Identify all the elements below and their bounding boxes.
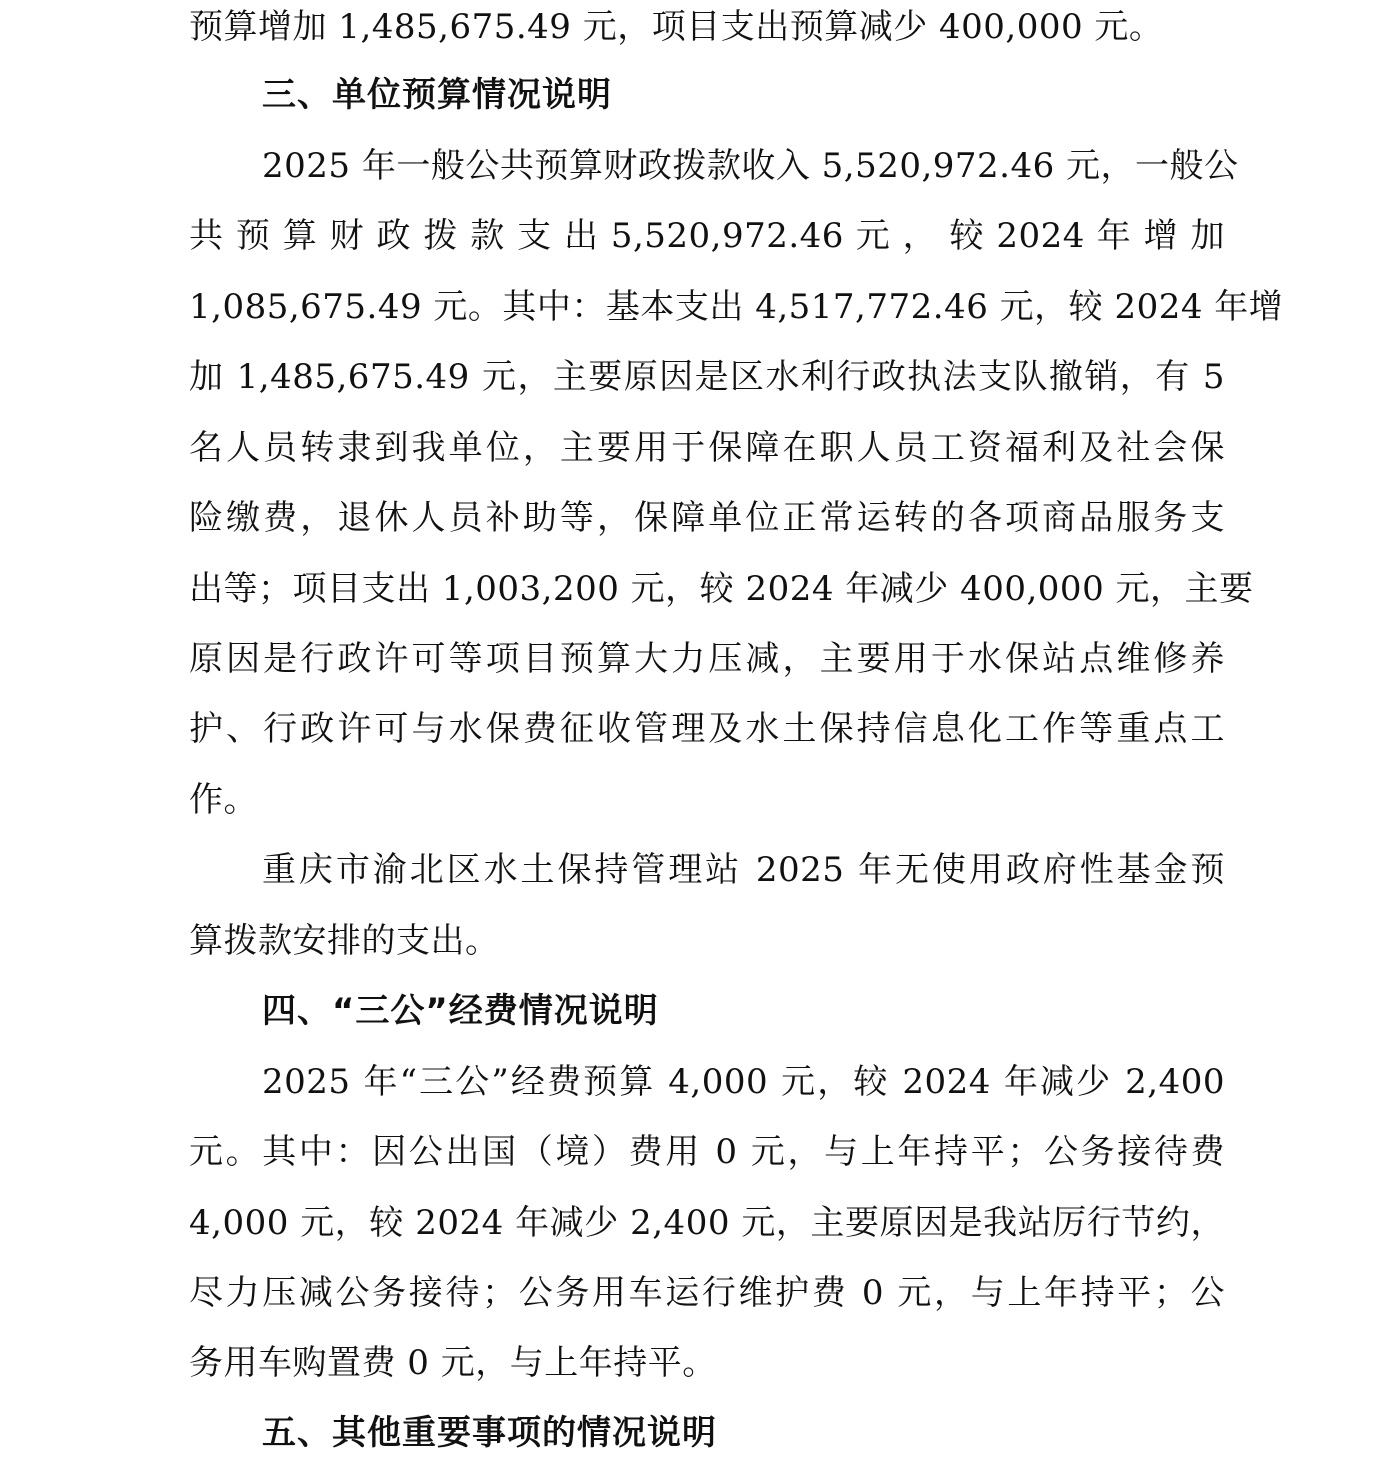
body-line: 尽力压减公务接待；公务用车运行维护费 0 元，与上年持平；公 [189,1273,1225,1313]
body-line: 共 预 算 财 政 拨 款 支 出 5,520,972.46 元 ， 较 2024 年 增 加 [189,216,1225,256]
body-line: 险缴费，退休人员补助等，保障单位正常运转的各项商品服务支 [189,498,1225,538]
body-line: 作。 [189,780,258,820]
body-line: 名人员转隶到我单位，主要用于保障在职人员工资福利及社会保 [189,428,1225,468]
section-heading-three-public-expenses: 四、“三公”经费情况说明 [262,991,659,1031]
body-line: 1,085,675.49 元。其中：基本支出 4,517,772.46 元，较 2024 年增 [189,287,1284,327]
body-line: 加 1,485,675.49 元，主要原因是区水利行政执法支队撤销，有 5 [189,357,1225,397]
section-heading-other-matters: 五、其他重要事项的情况说明 [262,1413,717,1453]
section-heading-unit-budget: 三、单位预算情况说明 [262,75,612,115]
body-line: 出等；项目支出 1,003,200 元，较 2024 年减少 400,000 元，主要 [189,569,1254,609]
body-line: 2025 年“三公”经费预算 4,000 元，较 2024 年减少 2,400 [262,1062,1225,1102]
body-line: 4,000 元，较 2024 年减少 2,400 元，主要原因是我站厉行节约， [189,1203,1225,1243]
body-line: 务用车购置费 0 元，与上年持平。 [189,1343,717,1383]
body-line: 算拨款安排的支出。 [189,921,500,961]
body-line: 原因是行政许可等项目预算大力压减，主要用于水保站点维修养 [189,639,1225,679]
body-line: 预算增加 1,485,675.49 元，项目支出预算减少 400,000 元。 [189,7,1164,47]
body-line: 护、行政许可与水保费征收管理及水土保持信息化工作等重点工 [189,709,1225,749]
body-line: 2025 年一般公共预算财政拨款收入 5,520,972.46 元，一般公 [262,146,1239,186]
body-line: 元。其中：因公出国（境）费用 0 元，与上年持平；公务接待费 [189,1132,1225,1172]
body-line: 重庆市渝北区水土保持管理站 2025 年无使用政府性基金预 [262,850,1225,890]
